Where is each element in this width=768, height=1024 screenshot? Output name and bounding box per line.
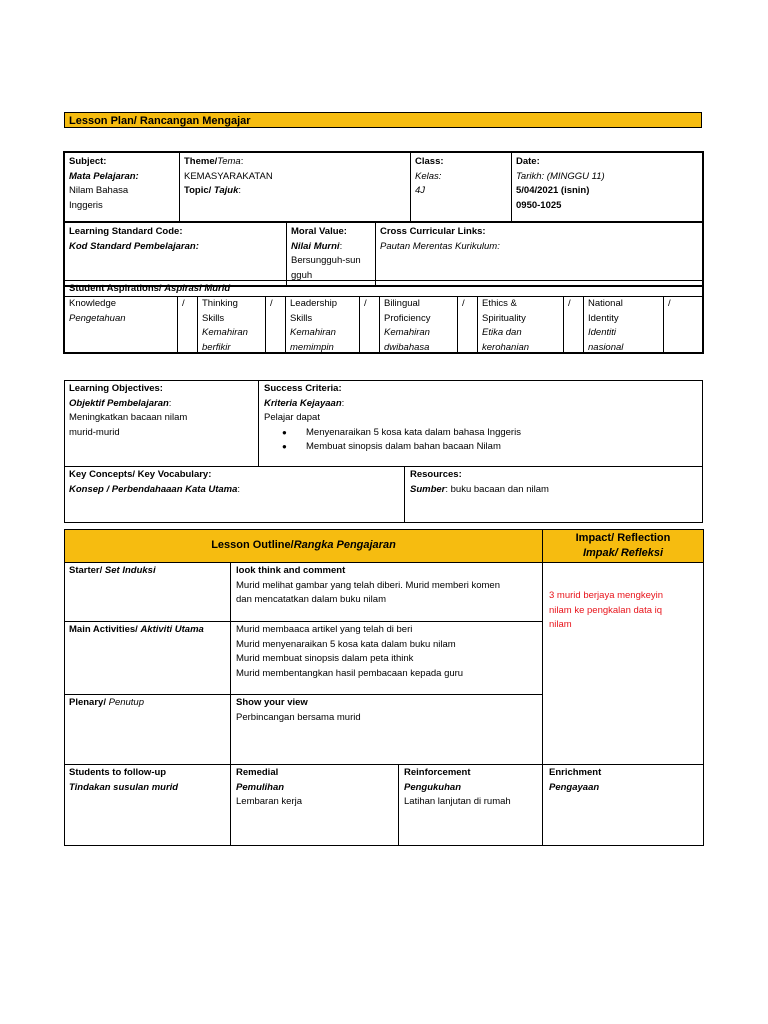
starter-label-cell [65, 563, 231, 622]
aspirations-section [63, 280, 704, 354]
objectives-section [64, 380, 703, 523]
impact-content-cell [543, 563, 703, 765]
lesson-outline-section [64, 529, 704, 846]
list-item: ● Menyenaraikan 5 kosa kata dalam bahasa Inggeris [306, 426, 698, 441]
plenary-label: Plenary/ [69, 697, 106, 708]
aspiration-en: Ethics & [482, 298, 517, 309]
date-label-my: Tarikh: (MINGGU 11) [516, 170, 605, 182]
lo-label-my: Objektif Pembelajaran [69, 397, 169, 409]
aspiration-my2: memimpin [290, 341, 334, 353]
list-item: Murid membaaca artikel yang telah di beri [236, 624, 413, 635]
sc-label-my: Kriteria Kejayaan [264, 397, 342, 409]
aspiration-item [584, 297, 664, 352]
impact-value-2: nilam ke pengkalan data iq [549, 604, 663, 616]
outline-header-my: Rangka Pengajaran [293, 539, 396, 551]
aspiration-mark: / [178, 297, 198, 352]
enrichment-cell [543, 765, 703, 845]
aspiration-mark: / [266, 297, 286, 352]
aspiration-mark: / [564, 297, 584, 352]
res-label: Resources: [410, 469, 462, 480]
subject-cell [64, 152, 180, 222]
aspiration-item [198, 297, 266, 352]
reinforcement-value: Latihan lanjutan di rumah [404, 796, 511, 807]
lsc-label: Learning Standard Code: [69, 226, 183, 237]
main-label-cell [65, 622, 231, 695]
subject-label: Subject: [69, 156, 107, 167]
date-label: Date: [516, 156, 540, 167]
sc-intro: Pelajar dapat [264, 412, 320, 423]
outline-header-en: Lesson Outline/ [211, 539, 294, 551]
plenary-text: Perbincangan bersama murid [236, 711, 361, 723]
list-item: Murid membuat sinopsis dalam peta ithink [236, 653, 414, 664]
aspiration-my: Pengetahuan [69, 312, 126, 324]
starter-content-cell [231, 563, 543, 622]
aspiration-my2: dwibahasa [384, 341, 430, 353]
impact-header-my2: Refleksi [620, 547, 664, 559]
main-label: Main Activities/ [69, 624, 138, 635]
list-item: ● Membuat sinopsis dalam bahan bacaan Nilam [306, 440, 698, 455]
lo-value: Meningkatkan bacaan nilam [69, 412, 188, 423]
date-value: 5/04/2021 (isnin) [516, 185, 590, 196]
aspiration-my: Identiti [588, 327, 616, 338]
class-value: 4J [415, 185, 426, 196]
aspiration-mark: / [458, 297, 478, 352]
followup-label-cell [65, 765, 231, 845]
main-content-cell [231, 622, 543, 695]
page-title: Lesson Plan/ Rancangan Mengajar [64, 112, 702, 128]
theme-label: Theme/ [184, 156, 218, 167]
starter-label: Starter/ [69, 565, 103, 576]
impact-header-en: Impact/ Reflection [575, 532, 671, 544]
reinforcement-label-my: Pengukuhan [404, 781, 462, 793]
header-table [63, 151, 704, 223]
date-cell [512, 152, 704, 222]
lo-label: Learning Objectives: [69, 383, 163, 394]
lo-value-2: murid-murid [69, 426, 120, 438]
kc-label-my: Konsep / Perbendahaaan Kata Utama [69, 483, 238, 495]
subject-value: Nilam Bahasa [69, 185, 129, 196]
standards-table [63, 222, 704, 287]
reinforcement-cell [399, 765, 543, 845]
aspiration-en2: Identity [588, 312, 619, 324]
lsc-cell [64, 223, 287, 287]
aspiration-my: Kemahiran [384, 327, 430, 338]
impact-value-3: nilam [549, 619, 572, 630]
aspiration-my: Etika dan [482, 327, 522, 338]
subject-value-2: Inggeris [69, 199, 103, 211]
aspiration-my: Kemahiran [290, 327, 336, 338]
res-label-my: Sumber [410, 483, 446, 495]
remedial-value: Lembaran kerja [236, 796, 303, 807]
reinforcement-label: Reinforcement [404, 767, 471, 778]
aspiration-my2: berfikir [202, 341, 231, 353]
learning-objectives-cell: Learning Objectives: Objektif Pembelajaran: Meningkatkan bacaan nilam murid-murid [65, 381, 259, 466]
aspiration-en: National [588, 298, 623, 309]
plenary-content-cell [231, 695, 543, 765]
resources-cell [405, 466, 702, 522]
aspiration-mark: / [668, 298, 671, 309]
theme-value: KEMASYARAKATAN [184, 170, 273, 182]
aspiration-item [65, 297, 178, 352]
aspiration-en2: Skills [290, 312, 313, 324]
plenary-title: Show your view [236, 697, 308, 708]
aspiration-my2: kerohanian [482, 341, 530, 353]
plenary-label-cell [65, 695, 231, 765]
remedial-cell [231, 765, 399, 845]
moral-value: Bersungguh-sun [291, 255, 361, 266]
aspirations-label: Student Aspirations/ Aspirasi Murid [69, 283, 231, 294]
aspiration-en2: Proficiency [384, 312, 431, 324]
class-label-my: Kelas: [415, 170, 442, 182]
moral-cell: Moral Value: Nilai Murni: Bersungguh-sun gguh [287, 223, 376, 287]
moral-label-my: Nilai Murni [291, 240, 340, 252]
list-item: Murid membentangkan hasil pembacaan kepada guru [236, 667, 464, 679]
aspiration-en: Leadership [290, 298, 338, 309]
starter-text-2: dan mencatatkan dalam buku nilam [236, 594, 386, 605]
lsc-label-my: Kod Standard Pembelajaran: [69, 240, 199, 252]
remedial-label: Remedial [236, 767, 279, 778]
aspiration-en: Knowledge [69, 298, 117, 309]
plenary-label-my: Penutup [108, 697, 145, 708]
ccl-cell [376, 223, 704, 287]
list-item: Murid menyenaraikan 5 kosa kata dalam buku nilam [236, 638, 456, 650]
topic-label: Topic/ [184, 185, 212, 196]
success-criteria-cell: Success Criteria: Kriteria Kejayaan: Pelajar dapat ● Menyenaraikan 5 kosa kata dalam bahasa Inggeris ● Membuat sinopsis dalam bahan bacaan Nilam [260, 381, 702, 466]
followup-label-my: Tindakan susulan murid [69, 781, 179, 793]
aspiration-en: Thinking [202, 298, 238, 309]
main-label-my: Aktiviti Utama [140, 624, 204, 635]
aspiration-en2: Skills [202, 312, 225, 324]
moral-label: Moral Value: [291, 226, 347, 237]
class-label: Class: [415, 156, 444, 167]
subject-label-my: Mata Pelajaran: [69, 170, 139, 182]
theme-label-my: Tema [217, 156, 241, 167]
aspiration-my2: nasional [588, 341, 624, 353]
key-concepts-cell: Key Concepts/ Key Vocabulary: Konsep / Perbendahaaan Kata Utama: [65, 466, 405, 522]
ccl-label-my: Pautan Merentas Kurikulum: [380, 240, 500, 252]
outline-header [65, 530, 543, 563]
starter-title: look think and comment [236, 565, 346, 576]
starter-text: Murid melihat gambar yang telah diberi. Murid memberi komen [236, 579, 501, 591]
sc-list [264, 426, 698, 455]
aspiration-en2: Spirituality [482, 312, 526, 324]
aspiration-item [380, 297, 458, 352]
class-cell [411, 152, 512, 222]
time-value: 0950-1025 [516, 199, 562, 211]
impact-header [543, 530, 703, 563]
aspiration-my: Kemahiran [202, 327, 248, 338]
aspiration-item [286, 297, 360, 352]
sc-label: Success Criteria: [264, 383, 342, 394]
aspiration-item [478, 297, 564, 352]
topic-label-my: Tajuk [213, 185, 239, 196]
moral-value-2: gguh [291, 269, 313, 281]
remedial-label-my: Pemulihan [236, 781, 285, 793]
aspiration-mark: / [360, 297, 380, 352]
enrichment-label-my: Pengayaan [549, 781, 600, 793]
impact-value: 3 murid berjaya mengkeyin [549, 590, 664, 601]
followup-label: Students to follow-up [69, 767, 167, 778]
theme-cell: Theme/Tema: KEMASYARAKATAN Topic/ Tajuk: [180, 152, 411, 222]
aspiration-en: Bilingual [384, 298, 420, 309]
starter-label-my: Set Induksi [104, 565, 156, 576]
kc-label: Key Concepts/ Key Vocabulary: [69, 469, 212, 480]
impact-header-my: Impak/ [582, 547, 618, 559]
res-value: : buku bacaan dan nilam [445, 483, 549, 495]
enrichment-label: Enrichment [549, 767, 602, 778]
ccl-label: Cross Curricular Links: [380, 226, 486, 237]
